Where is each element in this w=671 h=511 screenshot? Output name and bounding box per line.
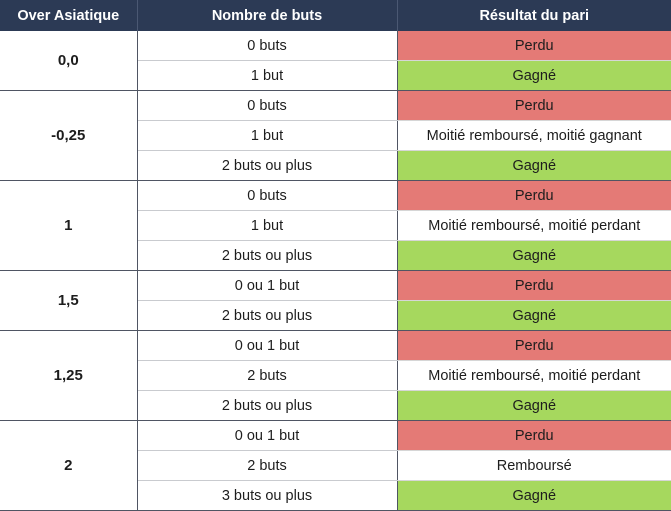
goals-cell: 3 buts ou plus [137,481,397,511]
goals-cell: 2 buts [137,361,397,391]
result-cell: Perdu [397,91,671,121]
over-line-cell: 0,0 [0,31,137,91]
goals-cell: 2 buts ou plus [137,301,397,331]
header-resultat-du-pari: Résultat du pari [397,0,671,31]
result-cell: Gagné [397,481,671,511]
goals-cell: 2 buts ou plus [137,241,397,271]
result-cell: Moitié remboursé, moitié gagnant [397,121,671,151]
table-row [0,181,671,211]
table-row [0,91,671,121]
result-cell: Gagné [397,391,671,421]
goals-cell: 1 but [137,211,397,241]
result-cell: Perdu [397,421,671,451]
over-line-cell: 2 [0,421,137,511]
result-cell: Moitié remboursé, moitié perdant [397,361,671,391]
goals-cell: 2 buts ou plus [137,391,397,421]
goals-cell: 0 buts [137,181,397,211]
goals-cell: 0 ou 1 but [137,331,397,361]
goals-cell: 1 but [137,121,397,151]
result-cell: Remboursé [397,451,671,481]
result-cell: Moitié remboursé, moitié perdant [397,211,671,241]
result-cell: Gagné [397,61,671,91]
goals-cell: 0 buts [137,91,397,121]
result-cell: Perdu [397,31,671,61]
table-row [0,271,671,301]
result-cell: Perdu [397,181,671,211]
over-line-cell: 1 [0,181,137,271]
goals-cell: 0 ou 1 but [137,271,397,301]
goals-cell: 1 but [137,61,397,91]
goals-cell: 2 buts [137,451,397,481]
table-row [0,421,671,451]
result-cell: Gagné [397,241,671,271]
result-cell: Gagné [397,151,671,181]
header-over-asiatique: Over Asiatique [0,0,137,31]
goals-cell: 2 buts ou plus [137,151,397,181]
goals-cell: 0 ou 1 but [137,421,397,451]
table-header [0,0,671,31]
table-row [0,31,671,61]
result-cell: Perdu [397,331,671,361]
over-line-cell: 1,5 [0,271,137,331]
result-cell: Perdu [397,271,671,301]
header-nombre-de-buts: Nombre de buts [137,0,397,31]
header-row [0,0,671,31]
goals-cell: 0 buts [137,31,397,61]
result-cell: Gagné [397,301,671,331]
table-row [0,331,671,361]
over-line-cell: -0,25 [0,91,137,181]
over-line-cell: 1,25 [0,331,137,421]
table-body [0,31,671,511]
